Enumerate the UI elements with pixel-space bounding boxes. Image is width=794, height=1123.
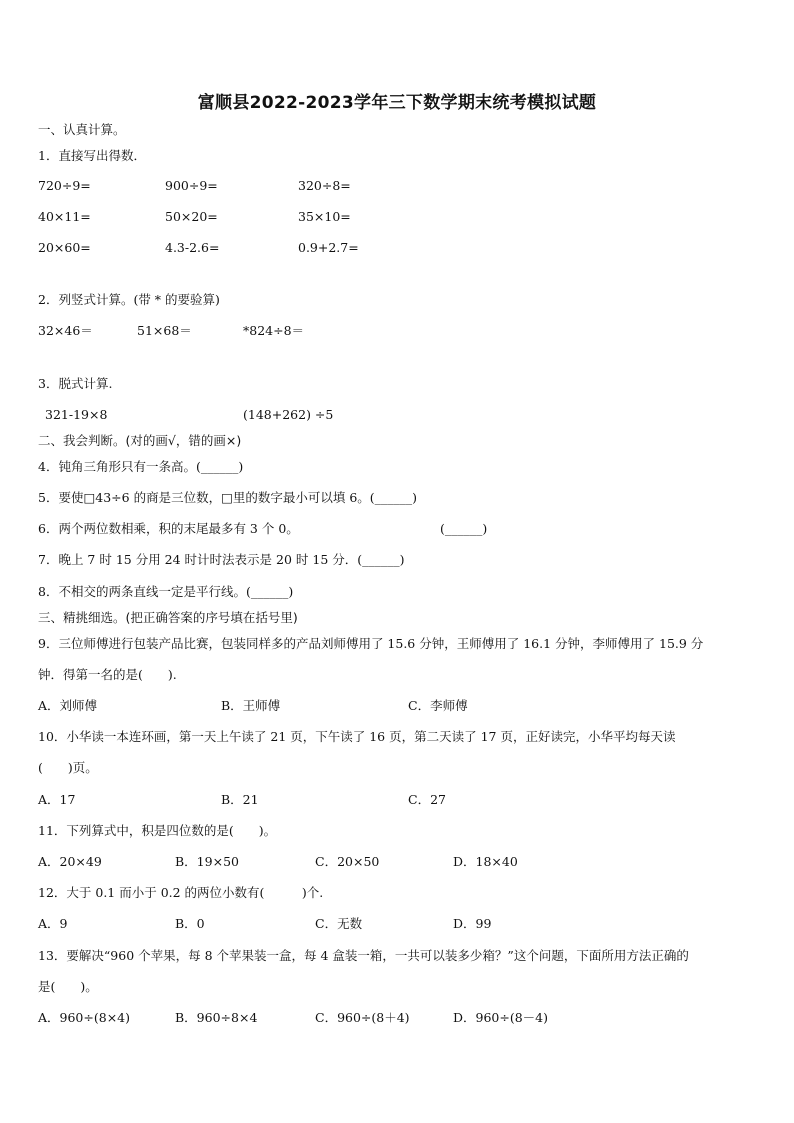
judge-item: 8．不相交的两条直线一定是平行线。(______) [38,584,294,599]
q11-option: B．19×50 [175,854,239,869]
q12-option: B．0 [175,916,205,931]
q13-option: D．960÷(8－4) [453,1010,549,1025]
q11-option: C．20×50 [315,854,380,869]
q2-item: 32×46＝ [38,323,93,338]
q13-line1: 13．要解决“960 个苹果，每 8 个苹果装一盒，每 4 盒装一箱，一共可以装多少箱？”这个问题，下面所用方法正确的 [38,948,689,963]
q11-option: D．18×40 [453,854,518,869]
judge-item: 4．钝角三角形只有一条高。(______) [38,459,244,474]
q1-item: 50×20= [165,209,218,224]
q9-line2: 钟．得第一名的是( ). [38,667,177,682]
q12-option: C．无数 [315,916,363,931]
q1-heading: 1．直接写出得数． [38,148,146,163]
q2-item: 51×68＝ [137,323,192,338]
q10-option: A．17 [38,792,76,807]
q1-item: 720÷9= [38,178,91,193]
q10-option: B．21 [221,792,259,807]
q1-item: 35×10= [298,209,351,224]
q13-option: B．960÷8×4 [175,1010,258,1025]
q13-option: C．960÷(8＋4) [315,1010,410,1025]
section-1-heading: 一、认真计算。 [38,122,126,137]
q11-option: A．20×49 [38,854,102,869]
q12-option: D．99 [453,916,492,931]
q9-option: C．李师傅 [408,698,468,713]
judge-item: 5．要使□43÷6 的商是三位数，□里的数字最小可以填 6。(______) [38,490,418,505]
q10-line1: 10．小华读一本连环画，第一天上午读了 21 页，下午读了 16 页，第二天读了 17 页，正好读完，小华平均每天读 [38,729,676,744]
q11-line1: 11．下列算式中，积是四位数的是( )。 [38,823,277,838]
q9-option: A．刘师傅 [38,698,98,713]
q9-line1: 9．三位师傅进行包装产品比赛，包装同样多的产品刘师傅用了 15.6 分钟，王师傅用了 16.1 分钟，李师傅用了 15.9 分 [38,636,704,651]
q3-heading: 3．脱式计算. [38,376,113,391]
q1-item: 40×11= [38,209,91,224]
judge-item: 6．两个两位数相乘，积的末尾最多有 3 个 0。 [38,521,299,536]
q1-item: 320÷8= [298,178,351,193]
q12-option: A．9 [38,916,68,931]
q1-item: 20×60= [38,240,91,255]
section-3-heading: 三、精挑细选。(把正确答案的序号填在括号里) [38,610,298,625]
section-2-heading: 二、我会判断。(对的画√，错的画×) [38,433,242,448]
q9-option: B．王师傅 [221,698,281,713]
judge-item: 7．晚上 7 时 15 分用 24 时计时法表示是 20 时 15 分．(______) [38,552,405,567]
q13-option: A．960÷(8×4) [38,1010,130,1025]
page-title: 富顺县2022-2023学年三下数学期末统考模拟试题 [197,93,597,113]
q1-item: 900÷9= [165,178,218,193]
q10-line2: ( )页。 [38,760,98,775]
judge-6-blank: (______) [440,521,488,536]
q3-item: 321-19×8 [45,407,108,422]
q2-heading: 2．列竖式计算。(带 * 的要验算) [38,292,220,307]
q10-option: C．27 [408,792,446,807]
q3-item: (148+262) ÷5 [243,407,334,422]
q12-line1: 12．大于 0.1 而小于 0.2 的两位小数有( )个. [38,885,324,900]
q2-item: *824÷8＝ [243,323,305,338]
q1-item: 4.3-2.6= [165,240,220,255]
q1-item: 0.9+2.7= [298,240,359,255]
q13-line2: 是( )。 [38,979,98,994]
